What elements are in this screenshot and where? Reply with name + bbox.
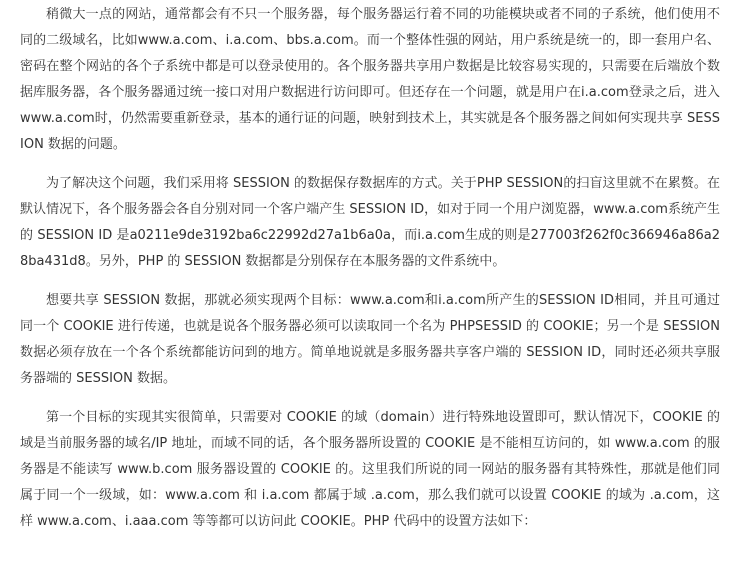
- paragraph-1: 稍微大一点的网站，通常都会有不只一个服务器，每个服务器运行着不同的功能模块或者不同的子系统，他们使用不同的二级域名，比如www.a.com、i.a.com、bbs.a.com。而一个整体性强的网站，用户系统是统一的，即一套用户名、密码在整个网站的各个子系统中都是可以登录使用的。各个服务器共享用户数据是比较容易实现的，只需要在后端放个数据库服务器，各个服务器通过统一接口对用户数据进行访问即可。但还存在一个问题，就是用户在i.a.com登录之后，进入www.a.com时，仍然需要重新登录，基本的通行证的问题，映射到技术上，其实就是各个服务器之间如何实现共享 SESSION 数据的问题。: [20, 7, 720, 152]
- paragraph-3: 想要共享 SESSION 数据，那就必须实现两个目标：www.a.com和i.a.com所产生的SESSION ID相同，并且可通过同一个 COOKIE 进行传递，也就是说各个服务器必须可以读取同一个名为 PHPSESSID 的 COOKIE；另一个是 SESSION 数据必须存放在一个各个系统都能访问到的地方。简单地说就是多服务器共享客户端的 SESSION ID，同时还必须共享服务器端的 SESSION 数据。: [20, 293, 720, 386]
- paragraph-2: 为了解决这个问题，我们采用将 SESSION 的数据保存数据库的方式。关于PHP SESSION的扫盲这里就不在累赘。在默认情况下，各个服务器会各自分别对同一个客户端产生 SESSION ID，如对于同一个用户浏览器，www.a.com系统产生的 SESSION ID 是a0211e9de3192ba6c22992d27a1b6a0a，而i.a.com生成的则是277003f262f0c366946a86a28ba431d8。另外，PHP 的 SESSION 数据都是分别保存在本服务器的文件系统中。: [20, 176, 720, 269]
- paragraph-4: 第一个目标的实现其实很简单，只需要对 COOKIE 的域（domain）进行特殊地设置即可，默认情况下，COOKIE 的域是当前服务器的域名/IP 地址，而域不同的话，各个服务器所设置的 COOKIE 是不能相互访问的，如 www.a.com 的服务器是不能读写 www.b.com 服务器设置的 COOKIE 的。这里我们所说的同一网站的服务器有其特殊性，那就是他们同属于同一个一级域，如：www.a.com 和 i.a.com 都属于域 .a.com，那么我们就可以设置 COOKIE 的域为 .a.com，这样 www.a.com、i.aaa.com 等等都可以访问此 COOKIE。PHP 代码中的设置方法如下：: [20, 410, 720, 529]
- article-body: [20, 0, 720, 548]
